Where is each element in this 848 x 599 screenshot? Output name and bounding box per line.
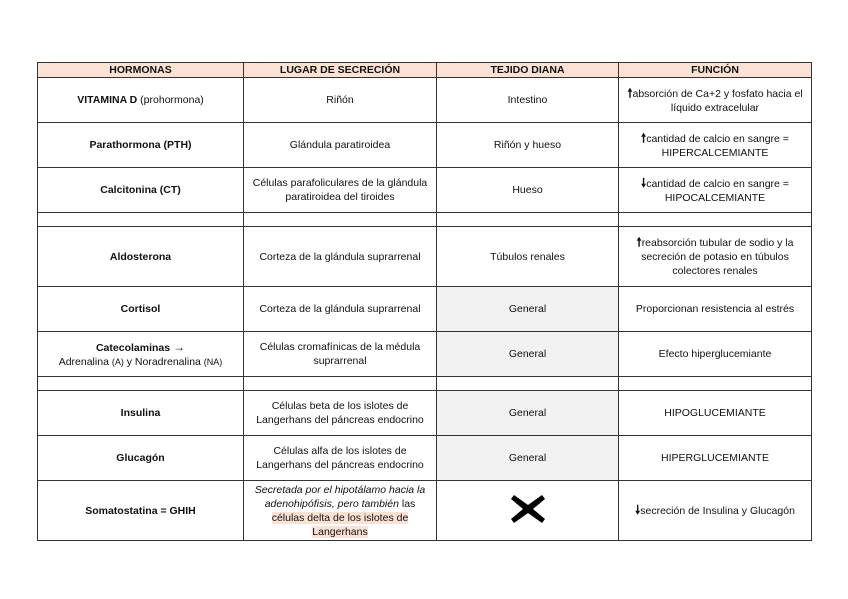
function-cell: Proporcionan resistencia al estrés [619,287,812,332]
function-text: secreción de Insulina y Glucagón [640,505,795,517]
function-text-line2: HIPOCALCEMIANTE [664,191,766,204]
hormone-cell: Glucagón [38,436,244,481]
table-row [38,78,812,123]
table-row [38,168,812,213]
table-row [38,391,812,436]
target-cell [437,481,619,541]
place-cell: Células cromafínicas de la médula suprarrenal [244,332,437,377]
function-cell [619,227,812,287]
header-row [38,63,812,78]
hormone-cell: Cortisol [38,287,244,332]
target-cell: General [437,332,619,377]
place-cell: Células alfa de los islotes de Langerhans del páncreas endocrino [244,436,437,481]
hormone-cell [38,78,244,123]
hormone-cell: Calcitonina (CT) [38,168,244,213]
function-cell [619,168,812,213]
hormone-abbr: (A) [111,356,124,367]
up-arrow-icon: 🠕 [636,235,642,249]
function-cell [619,123,812,168]
table-row [38,123,812,168]
target-cell: Riñón y hueso [437,123,619,168]
table-row [38,287,812,332]
place-cell: Riñón [244,78,437,123]
function-text-line2: HIPERCALCEMIANTE [661,146,769,159]
function-cell: Efecto hiperglucemiante [619,332,812,377]
hormone-note: (prohormona) [137,94,204,106]
table-row [38,481,812,541]
header-tejido: TEJIDO DIANA [437,63,619,78]
function-cell [619,78,812,123]
cross-mark-icon [508,491,548,527]
table-row [38,436,812,481]
function-cell [619,481,812,541]
hormones-table [37,62,812,541]
place-cell: Corteza de la glándula suprarrenal [244,287,437,332]
down-arrow-icon: 🠗 [641,175,647,190]
right-arrow-icon: → [173,339,186,354]
table-row [38,332,812,377]
down-arrow-icon: 🠗 [635,503,641,517]
target-cell: Hueso [437,168,619,213]
function-cell: HIPERGLUCEMIANTE [619,436,812,481]
target-cell: Túbulos renales [437,227,619,287]
function-text: cantidad de calcio en sangre = [646,132,789,145]
function-text: cantidad de calcio en sangre = [646,177,789,190]
hormone-abbr: (NA) [203,356,223,367]
target-cell: General [437,287,619,332]
hormone-cell: Aldosterona [38,227,244,287]
place-rest: las [398,497,416,510]
function-cell: HIPOGLUCEMIANTE [619,391,812,436]
hormone-mid: y Noradrenalina [123,355,204,368]
header-hormonas: HORMONAS [38,63,244,78]
target-cell: General [437,391,619,436]
place-italic: Secretada por el hipotálamo hacia la adenohipófisis, pero también [254,483,426,510]
place-cell: Células beta de los islotes de Langerhans del páncreas endocrino [244,391,437,436]
up-arrow-icon: 🠕 [627,85,633,100]
up-arrow-icon: 🠕 [641,130,647,145]
function-text: absorción de Ca+2 y fosfato hacia el líquido extracelular [632,87,803,114]
header-lugar: LUGAR DE SECRECIÓN [244,63,437,78]
spacer-row [38,213,812,227]
hormone-name: VITAMINA D [77,94,138,106]
place-cell: Células parafoliculares de la glándula paratiroidea del tiroides [244,168,437,213]
table-row [38,227,812,287]
place-cell [244,481,437,541]
hormone-cell: Insulina [38,391,244,436]
hormone-cell: Parathormona (PTH) [38,123,244,168]
place-highlight: células delta de los islotes de Langerhans [271,511,409,538]
hormone-cell: Somatostatina = GHIH [38,481,244,541]
header-funcion: FUNCIÓN [619,63,812,78]
place-cell: Corteza de la glándula suprarrenal [244,227,437,287]
place-cell: Glándula paratiroidea [244,123,437,168]
hormone-name: Catecolaminas [95,341,171,354]
target-cell: General [437,436,619,481]
hormone-line2: Adrenalina [58,355,112,368]
hormone-cell [38,332,244,377]
spacer-row [38,377,812,391]
target-cell: Intestino [437,78,619,123]
function-text: reabsorción tubular de sodio y la secreción de potasio en túbulos colectores renales [641,237,794,277]
